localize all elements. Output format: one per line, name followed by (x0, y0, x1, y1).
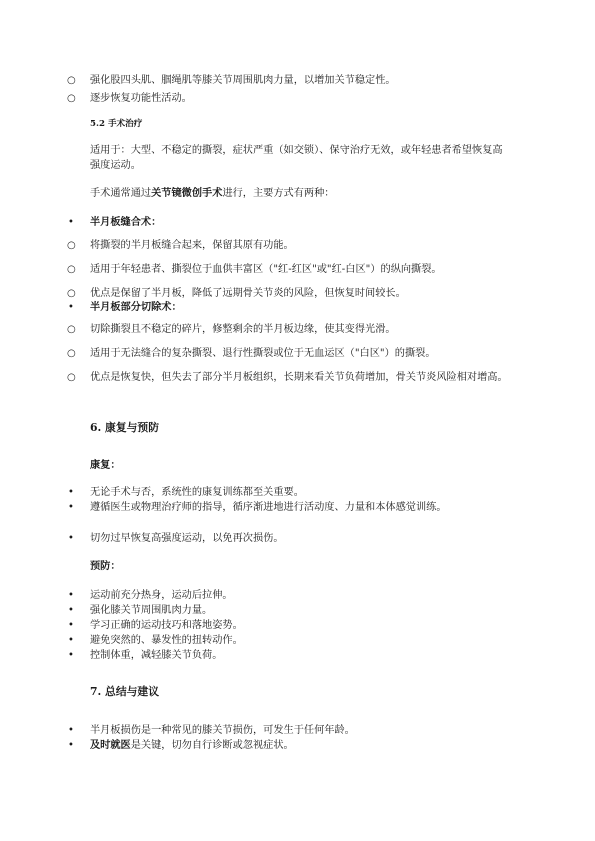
list-item: 强化膝关节周围肌肉力量。 (90, 605, 213, 616)
section-heading-5-2: 5.2 手术治疗 (90, 119, 143, 129)
circle-bullet: ○ (67, 372, 76, 383)
rehab-title: 康复： (90, 459, 121, 471)
dot-bullet: • (68, 302, 74, 313)
dot-bullet: • (68, 635, 74, 646)
prevent-title: 预防： (90, 560, 121, 572)
list-item: 学习正确的运动技巧和落地姿势。 (90, 620, 243, 631)
list-item: 适用于年轻患者、撕裂位于血供丰富区（"红-红区"或"红-白区"）的纵向撕裂。 (90, 264, 442, 275)
bold-term: 关节镜微创手术 (151, 187, 223, 199)
list-item: 逐步恢复功能性活动。 (90, 93, 192, 104)
list-item: 强化股四头肌、腘绳肌等膝关节周围肌肉力量，以增加关节稳定性。 (90, 75, 396, 86)
list-item: 运动前充分热身，运动后拉伸。 (90, 590, 233, 601)
intro-paragraph: 手术通常通过关节镜微创手术进行，主要方式有两种： (90, 187, 335, 199)
indication-paragraph: 适用于：大型、不稳定的撕裂，症状严重（如交锁）、保守治疗无效，或年轻患者希望恢复高强度运动。 (90, 145, 503, 171)
list-item: 切勿过早恢复高强度运动，以免再次损伤。 (90, 533, 284, 544)
list-item: 控制体重，减轻膝关节负荷。 (90, 650, 223, 661)
list-item: 避免突然的、暴发性的扭转动作。 (90, 635, 243, 646)
circle-bullet: ○ (67, 288, 76, 299)
list-item: 遵循医生或物理治疗师的指导，循序渐进地进行活动度、力量和本体感觉训练。 (90, 502, 447, 513)
circle-bullet: ○ (67, 348, 76, 359)
list-item: 将撕裂的半月板缝合起来，保留其原有功能。 (90, 240, 294, 251)
dot-bullet: • (68, 502, 74, 513)
method-title: 半月板缝合术： (90, 216, 162, 228)
section-heading-6: 6. 康复与预防 (90, 421, 160, 434)
dot-bullet: • (68, 487, 74, 498)
circle-bullet: ○ (67, 240, 76, 251)
dot-bullet: • (68, 590, 74, 601)
list-item: 及时就医是关键，切勿自行诊断或忽视症状。 (90, 739, 294, 751)
dot-bullet: • (68, 725, 74, 736)
method-title: 半月板部分切除术： (90, 301, 182, 313)
list-item: 半月板损伤是一种常见的膝关节损伤，可发生于任何年龄。 (90, 725, 355, 736)
circle-bullet: ○ (67, 75, 76, 86)
list-item: 适用于无法缝合的复杂撕裂、退行性撕裂或位于无血运区（"白区"）的撕裂。 (90, 348, 436, 359)
circle-bullet: ○ (67, 93, 76, 104)
circle-bullet: ○ (67, 324, 76, 335)
list-item: 切除撕裂且不稳定的碎片，修整剩余的半月板边缘，使其变得光滑。 (90, 324, 396, 335)
dot-bullet: • (68, 605, 74, 616)
dot-bullet: • (68, 533, 74, 544)
dot-bullet: • (68, 740, 74, 751)
circle-bullet: ○ (67, 264, 76, 275)
dot-bullet: • (68, 620, 74, 631)
dot-bullet: • (68, 217, 74, 228)
list-item: 优点是保留了半月板，降低了远期骨关节炎的风险，但恢复时间较长。 (90, 288, 406, 299)
list-item: 无论手术与否，系统性的康复训练都至关重要。 (90, 487, 304, 498)
bold-term: 及时就医 (90, 739, 131, 751)
section-heading-7: 7. 总结与建议 (90, 685, 160, 698)
list-item: 优点是恢复快，但失去了部分半月板组织，长期来看关节负荷增加，骨关节炎风险相对增高。 (90, 372, 508, 383)
dot-bullet: • (68, 650, 74, 661)
